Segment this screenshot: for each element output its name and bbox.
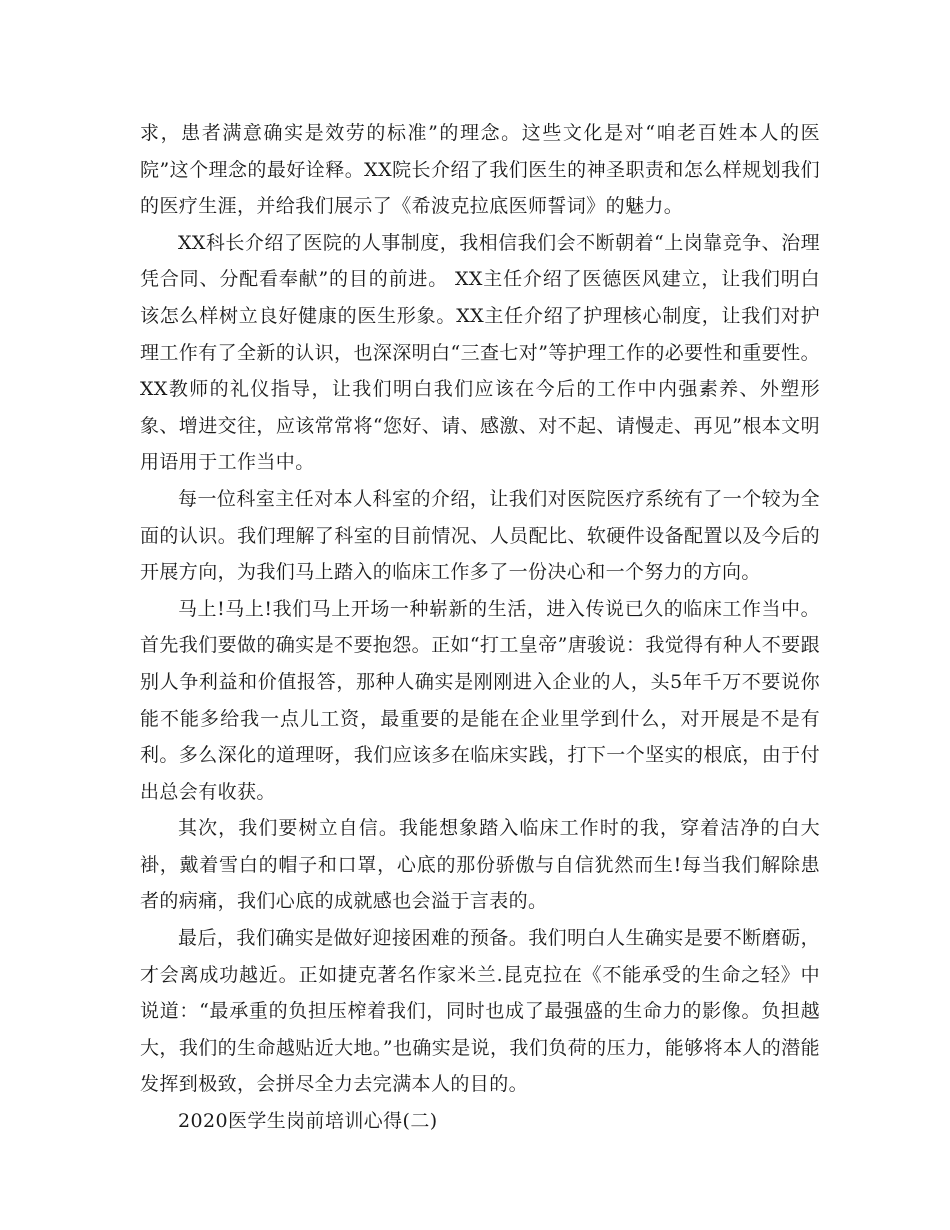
- paragraph: XX科长介绍了医院的人事制度，我相信我们会不断朝着“上岗靠竞争、治理凭合同、分配看奉献”的目的前进。 XX主任介绍了医德医风建立，让我们明白该怎么样树立良好健康的医生形象。XX主任介绍了护理核心制度，让我们对护理工作有了全新的认识，也深深明白“三查七对”等护理工作的必要性和重要性。XX教师的礼仪指导，让我们明白我们应该在今后的工作中内强素养、外塑形象、增进交往，应该常常将“您好、请、感激、对不起、请慢走、再见”根本文明用语用于工作当中。: [140, 231, 820, 474]
- section-heading: 2020医学生岗前培训心得(二): [178, 1110, 438, 1133]
- paragraph-continued: 求，患者满意确实是效劳的标准”的理念。这些文化是对“咱老百姓本人的医院”这个理念的最好诠释。XX院长介绍了我们医生的神圣职责和怎么样规划我们的医疗生涯，并给我们展示了《希波克拉底医师誓词》的魅力。: [140, 122, 820, 218]
- document-body: [140, 115, 820, 1140]
- paragraph: 最后，我们确实是做好迎接困难的预备。我们明白人生确实是要不断磨砺，才会离成功越近。正如捷克著名作家米兰.昆克拉在《不能承受的生命之轻》中说道：“最承重的负担压榨着我们，同时也成了最强盛的生命力的影像。负担越大，我们的生命越贴近大地。”也确实是说，我们负荷的压力，能够将本人的潜能发挥到极致，会拼尽全力去完满本人的目的。: [140, 927, 820, 1096]
- paragraph: 每一位科室主任对本人科室的介绍，让我们对医院医疗系统有了一个较为全面的认识。我们理解了科室的目前情况、人员配比、软硬件设备配置以及今后的开展方向，为我们马上踏入的临床工作多了一份决心和一个努力的方向。: [140, 487, 820, 584]
- paragraph: 马上!马上!我们马上开场一种崭新的生活，进入传说已久的临床工作当中。首先我们要做的确实是不要抱怨。正如“打工皇帝”唐骏说：我觉得有种人不要跟别人争利益和价值报答，那种人确实是刚刚进入企业的人，头5年千万不要说你能不能多给我一点儿工资，最重要的是能在企业里学到什么，对开展是不是有利。多么深化的道理呀，我们应该多在临床实践，打下一个坚实的根底，由于付出总会有收获。: [140, 597, 820, 803]
- paragraph: 其次，我们要树立自信。我能想象踏入临床工作时的我，穿着洁净的白大褂，戴着雪白的帽子和口罩，心底的那份骄傲与自信犹然而生!每当我们解除患者的病痛，我们心底的成就感也会溢于言表的。: [140, 817, 820, 913]
